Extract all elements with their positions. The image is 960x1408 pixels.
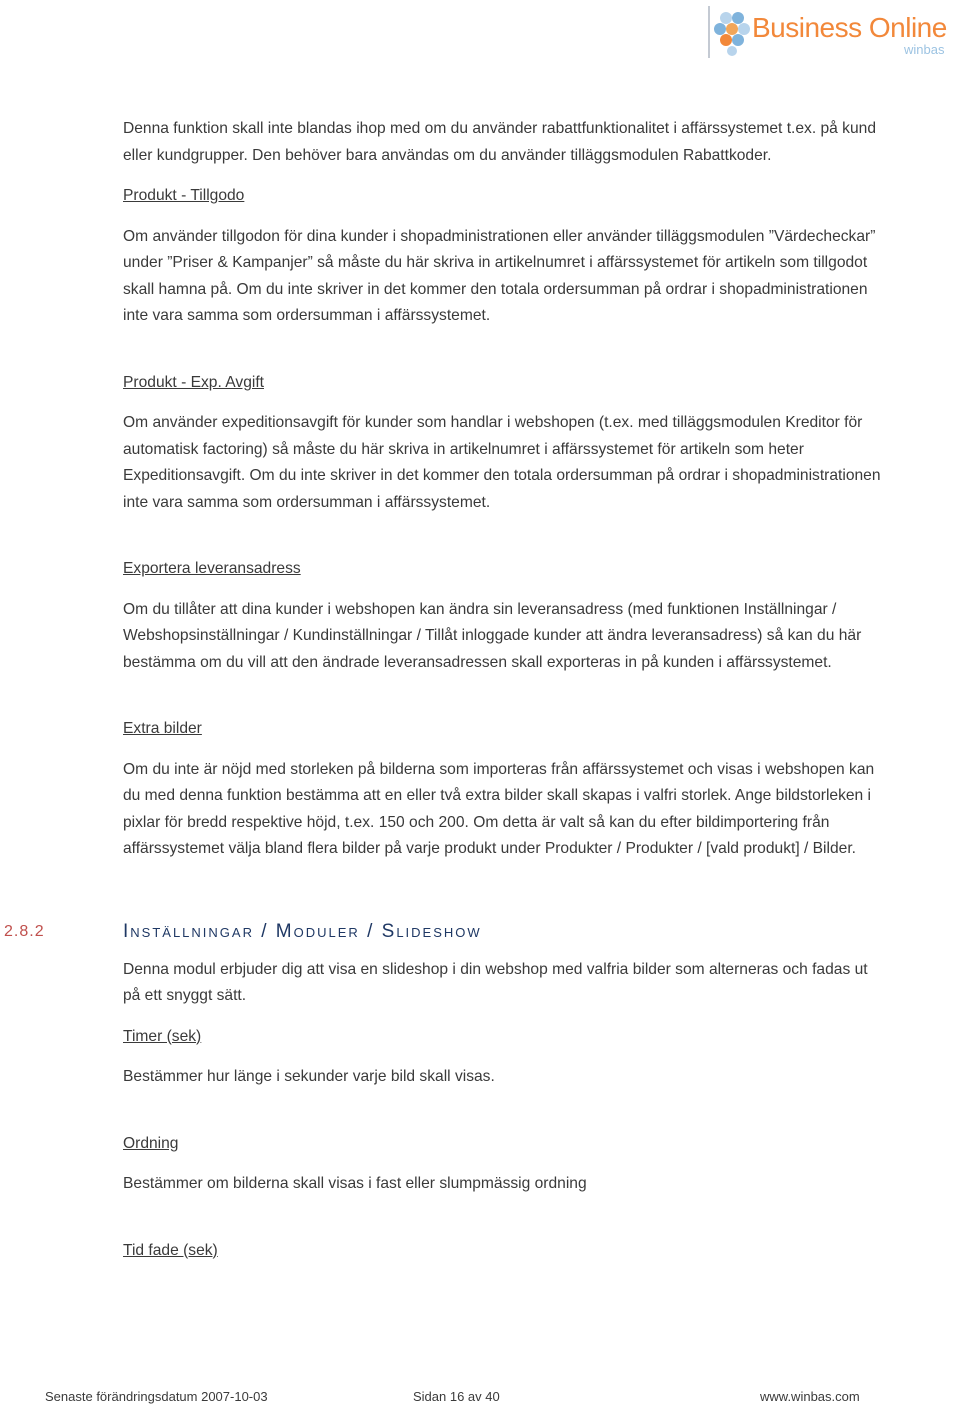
intro-paragraph: Denna funktion skall inte blandas ihop med om du använder rabattfunktionalitet i affärssystemet t.ex. på kund eller kundgrupper. Den behöver bara användas om du använder tilläggsmodulen Rabattkoder. xyxy=(123,120,876,164)
subsection-text-ordning: Bestämmer om bilderna skall visas i fast eller slumpmässig ordning xyxy=(123,1175,587,1192)
section-title-exp-avgift: Produkt - Exp. Avgift xyxy=(123,373,264,391)
slideshow-intro: Denna modul erbjuder dig att visa en slideshop i din webshop med valfria bilder som alterneras och fadas ut på ett snyggt sätt. xyxy=(123,960,868,1004)
footer-url: www.winbas.com xyxy=(760,1389,860,1404)
subsection-text-timer: Bestämmer hur länge i sekunder varje bild skall visas. xyxy=(123,1068,495,1085)
footer-date: Senaste förändringsdatum 2007-10-03 xyxy=(45,1389,268,1404)
section-text-leveransadress: Om du tillåter att dina kunder i webshopen kan ändra sin leveransadress (med funktionen Inställningar / Webshopsinställningar / Kundinställningar / Tillåt inloggade kunder att ändra leveransadress) så kan du här bestämma om du vill att den ändrade leveransadressen skall exporteras in på kunden i affärssystemet. xyxy=(123,600,862,671)
section-heading xyxy=(4,917,883,947)
document-body xyxy=(4,116,883,1264)
page-footer xyxy=(0,1389,960,1407)
section-title-leveransadress: Exportera leveransadress xyxy=(123,560,301,577)
section-title-tillgodo: Produkt - Tillgodo xyxy=(123,187,245,204)
subsection-title-ordning: Ordning xyxy=(123,1134,179,1152)
section-title-extra-bilder: Extra bilder xyxy=(123,720,202,737)
footer-page-number: Sidan 16 av 40 xyxy=(413,1389,500,1404)
heading-title: Inställningar / Moduler / Slideshow xyxy=(123,920,482,942)
section-text-tillgodo: Om använder tillgodon för dina kunder i shopadministrationen eller använder tilläggsmodulen ”Värdecheckar” under ”Priser & Kampanjer” så måste du här skriva in artikelnumret i affärssystemet för artikeln som tillgodot skall hamna på. Om du inte skriver in det kommer den totala ordersumman på ordrar i shopadministrationen inte vara samma som ordersumman i affärssystemet. xyxy=(123,227,876,324)
heading-number: 2.8.2 xyxy=(4,922,45,940)
business-online-logo xyxy=(706,4,960,60)
section-text-exp-avgift: Om använder expeditionsavgift för kunder som handlar i webshopen (t.ex. med tilläggsmodulen Kreditor för automatisk factoring) så måste du här skriva in artikelnumret i affärssystemet för artikeln som heter Expeditionsavgift. Om du inte skriver in det kommer den totala ordersumman på ordrar i shopadministrationen inte vara samma som ordersumman i affärssystemet. xyxy=(123,414,881,511)
subsection-title-timer: Timer (sek) xyxy=(123,1027,202,1045)
logo-brand-text: Business Online xyxy=(752,12,947,43)
subsection-title-tid-fade: Tid fade (sek) xyxy=(123,1241,218,1259)
section-text-extra-bilder: Om du inte är nöjd med storleken på bilderna som importeras från affärssystemet och visas i webshopen kan du med denna funktion bestämma att en eller två extra bilder skall skapas i valfri storlek. Ange bildstorleken i pixlar för bredd respektive höjd, t.ex. 150 och 200. Om detta är valt så kan du efter bildimportering från affärssystemet välja bland flera bilder på varje produkt under Produkter / Produkter / [vald produkt] / Bilder. xyxy=(123,760,875,857)
logo-sub-text: winbas xyxy=(904,42,945,57)
